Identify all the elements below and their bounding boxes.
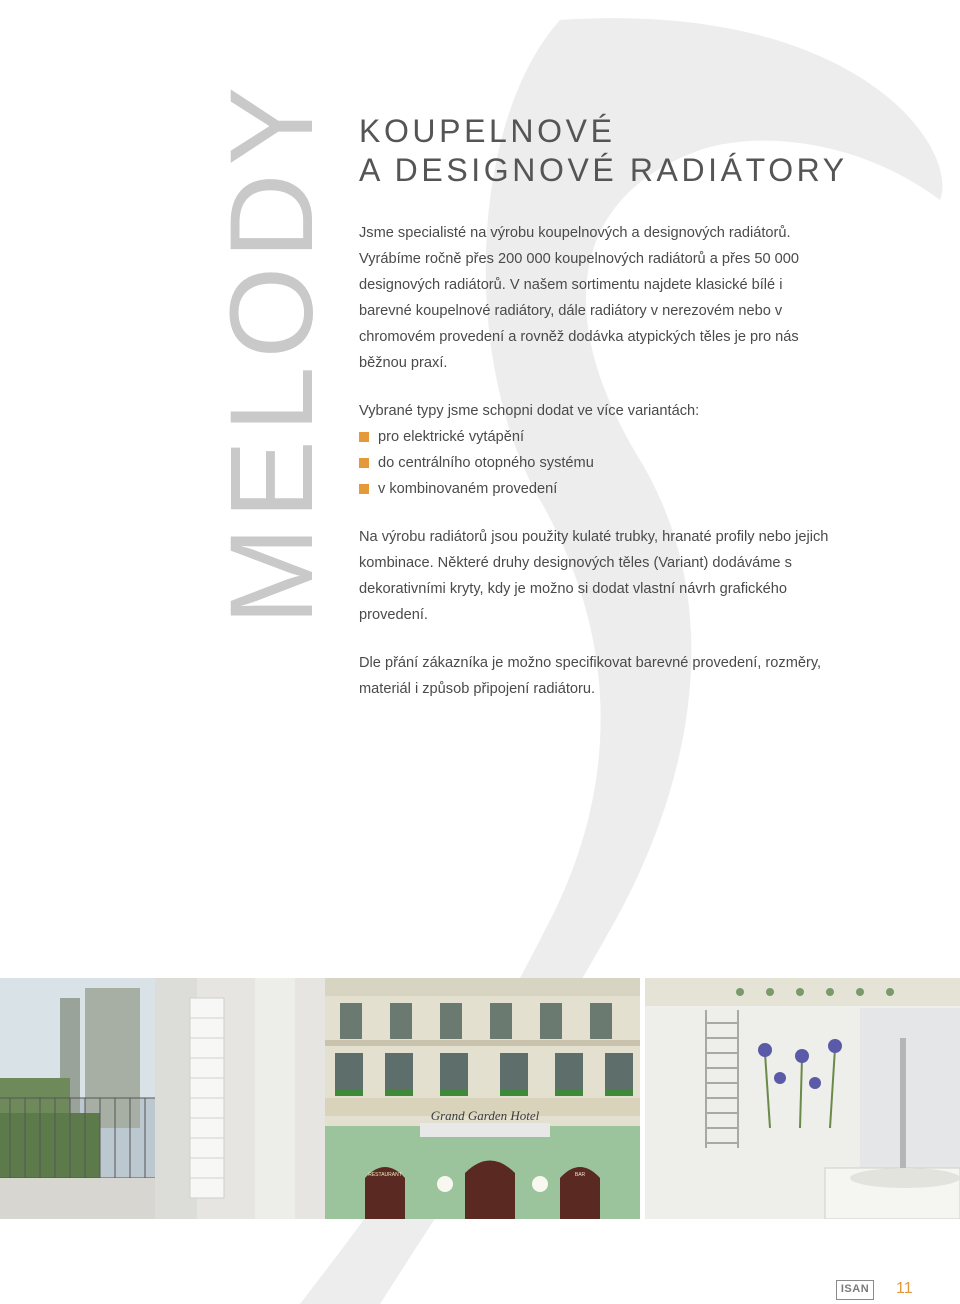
hotel-facade-photo: [325, 978, 645, 1219]
hotel-sign-text: Grand Garden Hotel: [430, 1108, 540, 1123]
bar-sign: BAR: [574, 1172, 586, 1178]
restaurant-sign: RESTAURANT: [368, 1172, 402, 1178]
isan-logo: ISAN: [836, 1280, 874, 1300]
main-content: [359, 112, 848, 702]
side-title: MELODY: [206, 78, 338, 626]
list-item: do centrálního otopného systému: [359, 450, 829, 476]
variants-list: [359, 424, 829, 502]
bathtub: [825, 1168, 960, 1219]
page-number: 11: [896, 1280, 913, 1297]
photo-strip-svg: [0, 978, 960, 1219]
iris-bathroom-photo: [645, 978, 960, 1219]
variants-intro: Vybrané typy jsme schopni dodat ve více variantách:: [359, 403, 700, 419]
custom-paragraph: Dle přání zákazníka je možno specifikovat barevné provedení, rozměry, materiál i způsob připojení radiátoru.: [359, 655, 822, 697]
photo-strip: [0, 978, 960, 1219]
bathroom-window-photo: [0, 978, 325, 1219]
list-item: pro elektrické vytápění: [359, 424, 829, 450]
heading-line-2: A DESIGNOVÉ RADIÁTORY: [359, 152, 848, 188]
list-item: v kombinovaném provedení: [359, 476, 829, 502]
white-towel-radiator: [190, 998, 224, 1198]
bullet-square-icon: [359, 484, 369, 494]
heading-line-1: KOUPELNOVÉ: [359, 113, 616, 149]
bullet-square-icon: [359, 432, 369, 442]
intro-paragraph: Jsme specialisté na výrobu koupelnových a designových radiátorů. Vyrábíme ročně přes 200 000 koupelnových radiátorů a přes 50 000 designových radiátorů. V našem sortimentu najdete klasické bílé i barevné koupelnové radiátory, dále radiátory v nerezovém nebo v chromovém provedení a rovněž dodávka atypických těles je pro nás běžnou praxí.: [359, 225, 799, 371]
bullet-square-icon: [359, 458, 369, 468]
page-heading: [359, 112, 848, 190]
production-paragraph: Na výrobu radiátorů jsou použity kulaté trubky, hranaté profily nebo jejich kombinace. Některé druhy designových těles (Variant) dodáváme s dekorativními kryty, kdy je možno si dodat vlastní návrh grafického provedení.: [359, 529, 829, 623]
